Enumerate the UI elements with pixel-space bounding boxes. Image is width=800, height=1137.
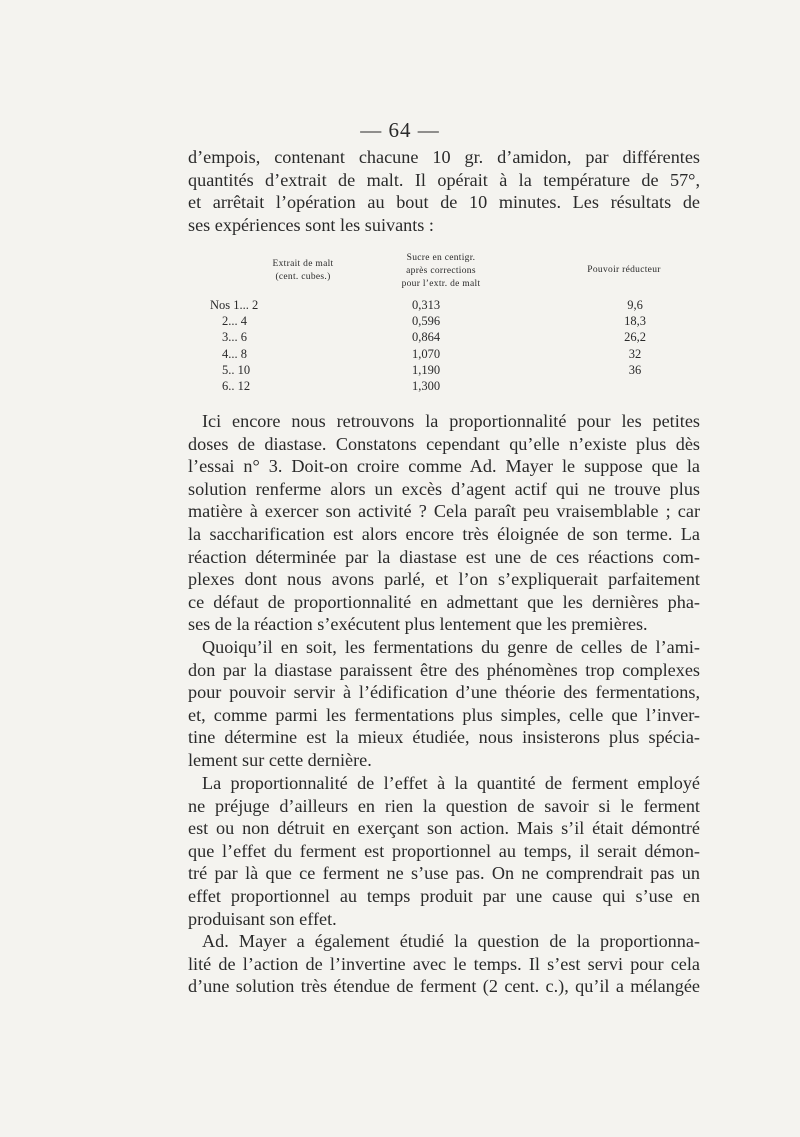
header-line: Extrait de malt <box>272 259 334 269</box>
table-cell: 2... 4 <box>222 314 247 329</box>
text-line: effet proportionnel au temps produit par une cause qui s’use en <box>188 885 700 906</box>
text-line: réaction déterminée par la diastase est une de ces réactions com- <box>188 546 700 567</box>
table-cell: 1,300 <box>412 379 441 394</box>
paragraph-2 <box>188 636 700 772</box>
table-cell: 26,2 <box>624 330 646 345</box>
text-line: doses de diastase. Constatons cependant qu’elle n’existe plus dès <box>188 433 700 454</box>
table-cell: 4... 8 <box>222 346 247 361</box>
text-line: et arrêtait l’opération au bout de 10 minutes. Les résultats de <box>188 192 700 213</box>
text-line: d’empois, contenant chacune 10 gr. d’amidon, par différentes <box>188 147 700 167</box>
text-line: pour pouvoir servir à l’édification d’une théorie des fermentations, <box>188 682 700 703</box>
text-line: ses de la réaction s’exécutent plus lentement que les premières. <box>188 614 648 635</box>
table-cell: Nos 1... 2 <box>210 298 259 312</box>
table-cell: 5.. 10 <box>222 362 251 377</box>
column-sucre <box>412 297 440 394</box>
text-line: ses expériences sont les suivants : <box>188 214 434 235</box>
paragraph-1 <box>188 410 700 636</box>
page-number: — 64 — <box>360 118 440 142</box>
text-line: ce défaut de proportionnalité en admettant que les dernières pha- <box>188 591 700 612</box>
intro-paragraph <box>188 146 700 236</box>
text-line: et, comme parmi les fermentations plus simples, celle que l’inver- <box>188 704 700 725</box>
column-pouvoir <box>610 297 660 378</box>
text-line: Ad. Mayer a également étudié la question de la proportionna- <box>202 931 700 951</box>
header-line: (cent. cubes.) <box>275 272 331 282</box>
table-cell: 18,3 <box>624 314 646 329</box>
header-line: Sucre en centigr. <box>406 253 476 263</box>
paragraph-4 <box>188 930 700 998</box>
header-sucre <box>386 252 496 291</box>
header-line: pour l’extr. de malt <box>401 279 481 289</box>
text-line: matière à exercer son activité ? Cela paraît peu vraisemblable ; car <box>188 501 700 522</box>
table-cell: 6.. 12 <box>222 379 251 394</box>
text-line: est ou non détruit en exerçant son action. Mais s’il était démontré <box>188 818 700 839</box>
text-line: ne préjuge d’ailleurs en rien la question de savoir si le ferment <box>188 795 700 816</box>
table-cell: 0,864 <box>412 330 441 345</box>
header-line: après corrections <box>406 266 476 276</box>
text-line: don par la diastase paraissent être des phénomènes trop complexes <box>188 659 700 680</box>
table-cell: 1,070 <box>412 346 441 361</box>
header-pouvoir <box>554 264 694 277</box>
table-cell: 0,313 <box>412 298 441 312</box>
text-line: quantités d’extrait de malt. Il opérait à la température de 57°, <box>188 169 700 190</box>
text-line: tré par là que ce ferment ne s’use pas. On ne comprendrait pas un <box>188 863 700 884</box>
column-extrait <box>210 297 258 394</box>
header-line: Pouvoir réducteur <box>587 265 661 275</box>
text-line: la saccharification est alors encore très éloignée de son terme. La <box>188 523 700 544</box>
text-line: d’une solution très étendue de ferment (2 cent. c.), qu’il a mélangée <box>188 976 700 997</box>
text-line: produisant son effet. <box>188 908 337 929</box>
text-line: plexes dont nous avons parlé, et l’on s’expliquerait parfaitement <box>188 569 700 590</box>
text-line: l’essai n° 3. Doit-on croire comme Ad. Mayer le suppose que la <box>188 456 700 477</box>
table-cell: 1,190 <box>412 362 441 377</box>
text-line: Quoiqu’il en soit, les fermentations du genre de celles de l’ami- <box>202 637 700 657</box>
header-extrait <box>248 258 358 284</box>
table-cell: 0,596 <box>412 314 441 329</box>
text-line: tine détermine est la mieux étudiée, nous insisterons plus spécia- <box>188 727 700 748</box>
table-cell: 32 <box>628 346 642 361</box>
text-line: La proportionnalité de l’effet à la quantité de ferment employé <box>202 773 700 793</box>
text-line: Ici encore nous retrouvons la proportionnalité pour les petites <box>202 411 700 431</box>
table-cell: 9,6 <box>627 298 643 312</box>
table-cell: 3... 6 <box>222 330 247 345</box>
paragraph-3 <box>188 772 700 930</box>
text-line: lité de l’action de l’invertine avec le temps. Il s’est servi pour cela <box>188 953 700 974</box>
results-table <box>188 252 700 402</box>
table-cell: 36 <box>628 362 642 377</box>
text-line: que l’effet du ferment est proportionnel au temps, il serait démon- <box>188 840 700 861</box>
text-line: solution renferme alors un excès d’agent actif qui ne trouve plus <box>188 478 700 499</box>
text-line: lement sur cette dernière. <box>188 749 372 770</box>
